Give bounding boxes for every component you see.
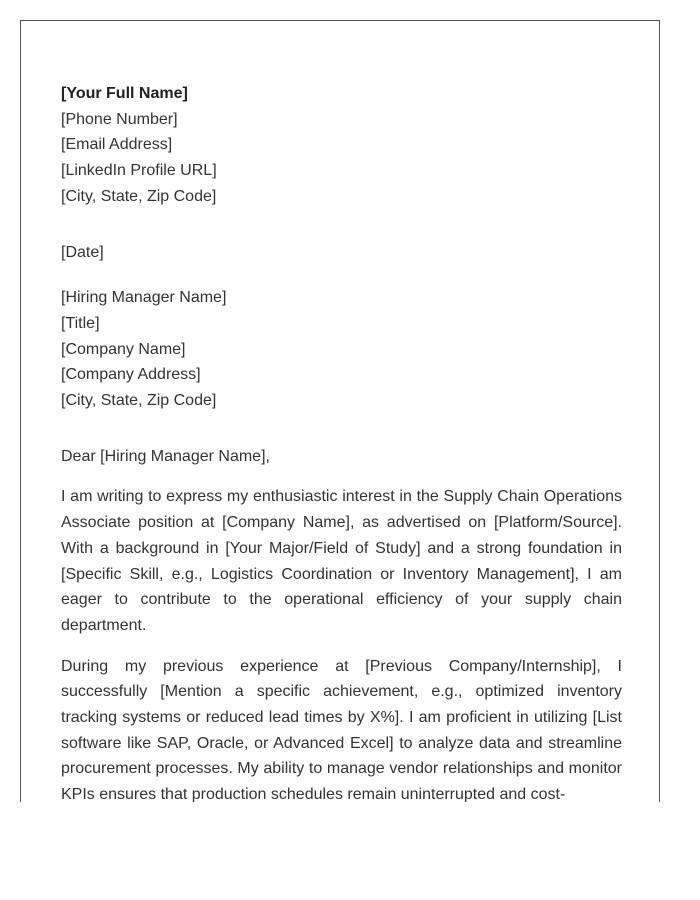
body-paragraph-2: During my previous experience at [Previous Company/Internship], I successfully [Mention a specific achievement, e.g., optimized inventory tracking systems or reduced lead times by X%]. I am proficient in utilizing [List software like SAP, Oracle, or Advanced Excel] to analyze data and streamline procurement processes. My ability to manage vendor relationships and monitor KPIs ensures that production schedules remain uninterrupted and cost-	[61, 657, 622, 802]
recipient-title: [Title]	[61, 314, 100, 332]
recipient-name: [Hiring Manager Name]	[61, 289, 227, 307]
sender-phone: [Phone Number]	[61, 110, 178, 128]
salutation: Dear [Hiring Manager Name],	[61, 447, 270, 465]
recipient-city: [City, State, Zip Code]	[61, 392, 217, 410]
letter-date: [Date]	[61, 243, 104, 261]
sender-email: [Email Address]	[61, 136, 173, 154]
recipient-company: [Company Name]	[61, 340, 186, 358]
letter-content	[61, 81, 622, 802]
body-paragraph-1: I am writing to express my enthusiastic interest in the Supply Chain Operations Associate position at [Company Name], as advertised on [Platform/Source]. With a background in [Your Major/Field of Study] and a strong foundation in [Specific Skill, e.g., Logistics Coordination or Inventory Management], I am eager to contribute to the operational efficiency of your supply chain department.	[61, 488, 622, 634]
date-block	[61, 240, 622, 266]
letter-page	[20, 20, 660, 802]
sender-city: [City, State, Zip Code]	[61, 187, 217, 205]
recipient-block	[61, 285, 622, 414]
recipient-address: [Company Address]	[61, 366, 201, 384]
sender-name: [Your Full Name]	[61, 85, 188, 102]
salutation-block	[61, 444, 622, 470]
sender-block	[61, 81, 622, 210]
sender-linkedin: [LinkedIn Profile URL]	[61, 162, 217, 180]
